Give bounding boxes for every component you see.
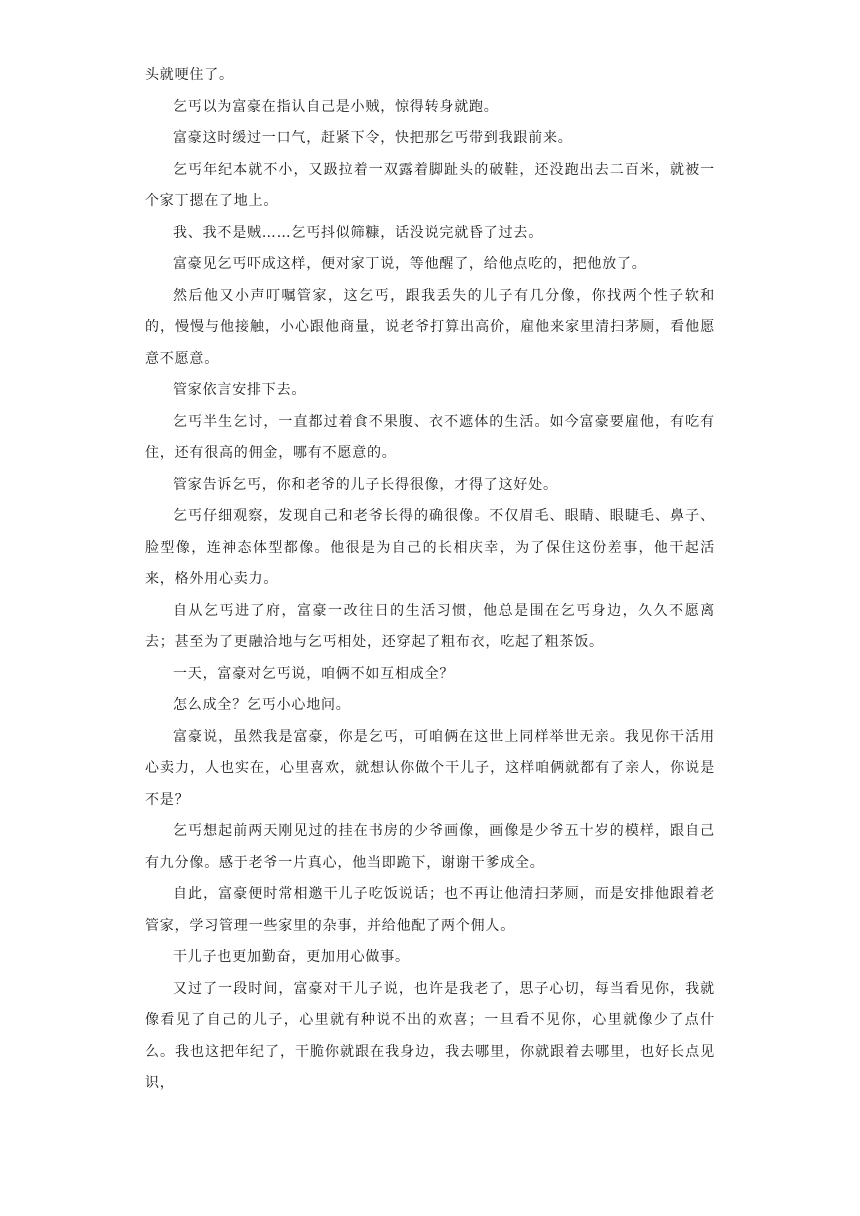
paragraph: 乞丐以为富豪在指认自己是小贼，惊得转身就跑。 xyxy=(173,98,499,115)
paragraph: 乞丐年纪本就不小，又趿拉着一双露着脚趾头的破鞋，还没跑出去二百米，就被一个家丁摁在了地上。 xyxy=(145,161,715,209)
paragraph: 管家依言安排下去。 xyxy=(173,382,307,398)
paragraph: 自从乞丐进了府，富豪一改往日的生活习惯，他总是围在乞丐身边，久久不愿离去；甚至为了更融洽地与乞丐相处，还穿起了粗布衣，吃起了粗茶饭。 xyxy=(145,602,715,650)
paragraph: 又过了一段时间，富豪对干儿子说，也许是我老了，思子心切，每当看见你，我就像看见了自己的儿子，心里就有种说不出的欢喜；一旦看不见你，心里就像少了点什么。我也这把年纪了，干脆你就跟在我身边，我去哪里，你就跟着去哪里，也好长点见识， xyxy=(145,980,715,1091)
paragraph: 富豪见乞丐吓成这样，便对家丁说，等他醒了，给他点吃的，把他放了。 xyxy=(173,256,647,272)
paragraph: 怎么成全？乞丐小心地问。 xyxy=(173,697,351,713)
paragraph: 富豪这时缓过一口气，赶紧下令，快把那乞丐带到我跟前来。 xyxy=(173,130,573,146)
paragraph: 管家告诉乞丐，你和老爷的儿子长得很像，才得了这好处。 xyxy=(173,476,558,493)
paragraph: 乞丐半生乞讨，一直都过着食不果腹、衣不遮体的生活。如今富豪要雇他，有吃有住，还有很高的佣金，哪有不愿意的。 xyxy=(145,413,715,461)
paragraph: 然后他又小声叮嘱管家，这乞丐，跟我丢失的儿子有几分像，你找两个性子软和的，慢慢与他接触，小心跟他商量，说老爷打算出高价，雇他来家里清扫茅厕，看他愿意不愿意。 xyxy=(145,287,715,367)
article-body xyxy=(145,60,715,1100)
paragraph: 一天，富豪对乞丐说，咱俩不如互相成全？ xyxy=(173,665,455,682)
paragraph: 头就哽住了。 xyxy=(145,67,234,83)
paragraph: 自此，富豪便时常相邀干儿子吃饭说话；也不再让他清扫茅厕，而是安排他跟着老管家，学习管理一些家里的杂事，并给他配了两个佣人。 xyxy=(145,886,715,934)
paragraph: 乞丐想起前两天刚见过的挂在书房的少爷画像，画像是少爷五十岁的模样，跟自己有九分像。感于老爷一片真心，他当即跪下，谢谢干爹成全。 xyxy=(145,823,715,871)
paragraph: 富豪说，虽然我是富豪，你是乞丐，可咱俩在这世上同样举世无亲。我见你干活用心卖力，人也实在，心里喜欢，就想认你做个干儿子，这样咱俩就都有了亲人，你说是不是？ xyxy=(145,728,715,808)
paragraph: 我、我不是贼……乞丐抖似筛糠，话没说完就昏了过去。 xyxy=(173,224,543,241)
paragraph: 干儿子也更加勤奋，更加用心做事。 xyxy=(173,949,410,965)
paragraph: 乞丐仔细观察，发现自己和老爷长得的确很像。不仅眉毛、眼睛、眼睫毛、鼻子、脸型像，连神态体型都像。他很是为自己的长相庆幸，为了保住这份差事，他干起活来，格外用心卖力。 xyxy=(145,508,715,587)
